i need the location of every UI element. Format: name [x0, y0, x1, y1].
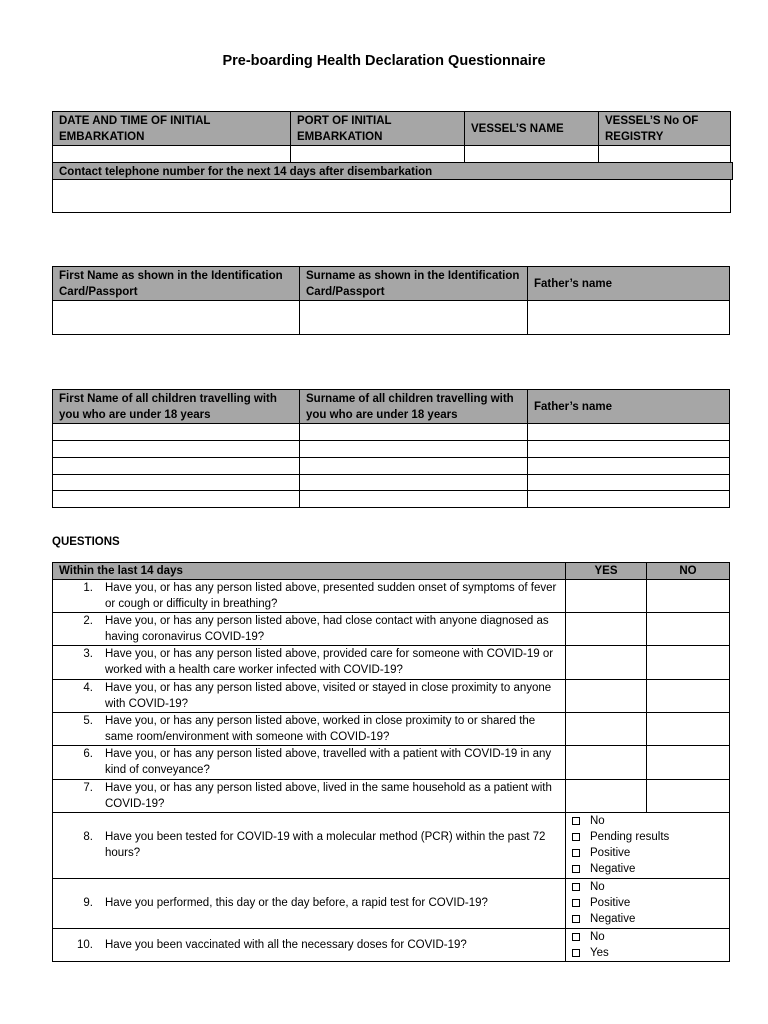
question-row: [52, 579, 566, 613]
question-text: Have you been vaccinated with all the necessary doses for COVID-19?: [105, 939, 467, 951]
checkbox-icon[interactable]: [572, 833, 580, 841]
question-text: Have you, or has any person listed above, worked in close proximity to or shared the same room/environment with someone with COVID-19?: [105, 715, 536, 743]
option-negative[interactable]: [572, 911, 729, 927]
children-row-3-surname[interactable]: [299, 457, 528, 475]
question-text: Have you been tested for COVID-19 with a molecular method (PCR) within the past 72 hours?: [105, 831, 546, 859]
option-positive[interactable]: [572, 845, 729, 861]
question-text: Have you, or has any person listed above, presented sudden onset of symptoms of fever or cough or difficulty in breathing?: [105, 582, 557, 610]
header-vessel-name: [464, 111, 599, 146]
option-no[interactable]: [572, 879, 729, 895]
option-label: No: [590, 931, 605, 943]
question-number: 4.: [83, 682, 93, 694]
header-surname: Surname as shown in the Identification Card/Passport: [299, 266, 528, 301]
header-children-fathers-name: [527, 389, 730, 424]
question-row: [52, 745, 566, 780]
header-no: [646, 562, 730, 580]
children-row-5-surname[interactable]: [299, 490, 528, 508]
header-yes: [565, 562, 647, 580]
header-contact-phone: Contact telephone number for the next 14 days after disembarkation: [52, 162, 733, 180]
answer-no-cell[interactable]: [646, 612, 730, 646]
children-row-1-first-name[interactable]: [52, 423, 300, 441]
children-row-5-fathers-name[interactable]: [527, 490, 730, 508]
answer-yes-cell[interactable]: [565, 612, 647, 646]
question-number: 9.: [83, 897, 93, 909]
option-label: Yes: [590, 947, 609, 959]
answer-yes-cell[interactable]: [565, 712, 647, 746]
question-number: 2.: [83, 615, 93, 627]
vaccination-options: [565, 928, 730, 962]
question-row: [52, 612, 566, 646]
answer-yes-cell[interactable]: [565, 779, 647, 813]
children-row-2-surname[interactable]: [299, 440, 528, 458]
option-label: Negative: [590, 913, 636, 925]
checkbox-icon[interactable]: [572, 865, 580, 873]
input-first-name[interactable]: [52, 300, 300, 335]
checkbox-icon[interactable]: [572, 899, 580, 907]
question-row: [52, 645, 566, 680]
header-within-14-days-text: Within the last 14 days: [59, 565, 183, 577]
input-date-time[interactable]: [52, 145, 291, 163]
pcr-options: [565, 812, 730, 879]
children-row-4-first-name[interactable]: [52, 474, 300, 491]
answer-no-cell[interactable]: [646, 579, 730, 613]
question-text: Have you, or has any person listed above, travelled with a patient with COVID-19 in any kind of conveyance?: [105, 748, 552, 776]
answer-yes-cell[interactable]: [565, 579, 647, 613]
question-number: 5.: [83, 715, 93, 727]
answer-no-cell[interactable]: [646, 779, 730, 813]
header-date-time: DATE AND TIME OF INITIAL EMBARKATION: [52, 111, 291, 146]
questions-section-label: QUESTIONS: [52, 536, 120, 548]
input-fathers-name[interactable]: [527, 300, 730, 335]
option-label: Positive: [590, 897, 631, 909]
children-row-3-fathers-name[interactable]: [527, 457, 730, 475]
question-row: [52, 928, 566, 962]
question-number: 6.: [83, 748, 93, 760]
question-text: Have you performed, this day or the day before, a rapid test for COVID-19?: [105, 897, 488, 909]
answer-yes-cell[interactable]: [565, 645, 647, 680]
header-children-first-name: First Name of all children travelling with you who are under 18 years: [52, 389, 300, 424]
header-vessel-registry: VESSEL’S No OF REGISTRY: [598, 111, 731, 146]
children-row-5-first-name[interactable]: [52, 490, 300, 508]
option-no[interactable]: [572, 813, 729, 829]
header-within-14-days: [52, 562, 566, 580]
question-row: [52, 779, 566, 813]
answer-yes-cell[interactable]: [565, 679, 647, 713]
header-no-text: NO: [679, 565, 697, 577]
children-row-1-surname[interactable]: [299, 423, 528, 441]
answer-yes-cell[interactable]: [565, 745, 647, 780]
option-label: Negative: [590, 863, 636, 875]
answer-no-cell[interactable]: [646, 645, 730, 680]
children-row-2-fathers-name[interactable]: [527, 440, 730, 458]
document-title: Pre-boarding Health Declaration Questionnaire: [222, 53, 546, 69]
checkbox-icon[interactable]: [572, 849, 580, 857]
option-negative[interactable]: [572, 861, 729, 877]
option-positive[interactable]: [572, 895, 729, 911]
input-contact-phone[interactable]: [52, 179, 731, 213]
option-label: No: [590, 881, 605, 893]
question-row: [52, 878, 566, 929]
question-number: 3.: [83, 648, 93, 660]
header-first-name: First Name as shown in the Identification Card/Passport: [52, 266, 300, 301]
answer-no-cell[interactable]: [646, 745, 730, 780]
header-children-fathers-name-text: Father’s name: [534, 400, 612, 413]
header-children-surname: Surname of all children travelling with you who are under 18 years: [299, 389, 528, 424]
option-yes[interactable]: [572, 945, 729, 961]
question-number: 10.: [77, 939, 93, 951]
option-label: No: [590, 815, 605, 827]
option-no[interactable]: [572, 929, 729, 945]
question-text: Have you, or has any person listed above, visited or stayed in close proximity to anyone with COVID-19?: [105, 682, 552, 710]
checkbox-icon[interactable]: [572, 949, 580, 957]
children-row-3-first-name[interactable]: [52, 457, 300, 475]
input-port[interactable]: [290, 145, 465, 163]
option-label: Pending results: [590, 831, 670, 843]
input-surname[interactable]: [299, 300, 528, 335]
question-row: [52, 712, 566, 746]
children-row-2-first-name[interactable]: [52, 440, 300, 458]
checkbox-icon[interactable]: [572, 817, 580, 825]
option-pending-results[interactable]: [572, 829, 729, 845]
question-row: [52, 812, 566, 879]
question-text: Have you, or has any person listed above, had close contact with anyone diagnosed as having coronavirus COVID-19?: [105, 615, 549, 643]
children-row-4-surname[interactable]: [299, 474, 528, 491]
header-yes-text: YES: [594, 565, 618, 577]
children-row-4-fathers-name[interactable]: [527, 474, 730, 491]
question-text: Have you, or has any person listed above, lived in the same household as a patient with COVID-19?: [105, 782, 552, 810]
header-vessel-name-text: VESSEL’S NAME: [471, 122, 564, 135]
question-number: 1.: [83, 582, 93, 594]
answer-no-cell[interactable]: [646, 679, 730, 713]
checkbox-icon[interactable]: [572, 915, 580, 923]
question-text: Have you, or has any person listed above, provided care for someone with COVID-19 or worked with a health care worker infected with COVID-19?: [105, 648, 554, 676]
rapid-test-options: [565, 878, 730, 929]
header-port: PORT OF INITIAL EMBARKATION: [290, 111, 465, 146]
input-vessel-registry[interactable]: [598, 145, 731, 163]
checkbox-icon[interactable]: [572, 933, 580, 941]
header-fathers-name-text: Father’s name: [534, 277, 612, 290]
question-number: 7.: [83, 782, 93, 794]
children-row-1-fathers-name[interactable]: [527, 423, 730, 441]
input-vessel-name[interactable]: [464, 145, 599, 163]
question-number: 8.: [83, 831, 93, 843]
header-fathers-name: [527, 266, 730, 301]
checkbox-icon[interactable]: [572, 883, 580, 891]
option-label: Positive: [590, 847, 631, 859]
question-row: [52, 679, 566, 713]
answer-no-cell[interactable]: [646, 712, 730, 746]
